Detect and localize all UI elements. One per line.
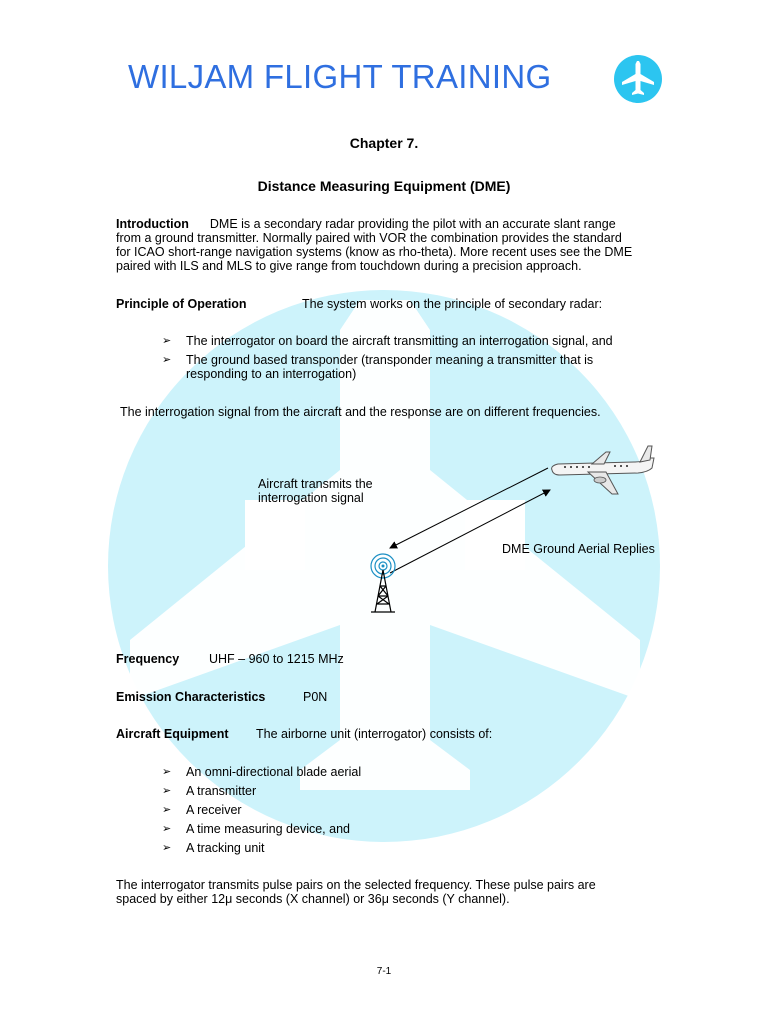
- list-item: ➢ A transmitter: [162, 784, 257, 798]
- section-title: Distance Measuring Equipment (DME): [257, 178, 511, 194]
- bullet-arrow-icon: ➢: [162, 823, 172, 835]
- closing-paragraph: The interrogator transmits pulse pairs on the selected frequency. These pulse pairs are spaced by either 12μ seconds (X channel) or 36μ seconds (Y channel).: [116, 878, 596, 906]
- list-item: ➢ A tracking unit: [162, 841, 265, 855]
- emission-label: Emission Characteristics: [116, 690, 266, 704]
- dme-diagram: [240, 440, 670, 620]
- emission-value: P0N: [303, 690, 328, 704]
- intro-label: Introduction: [116, 217, 189, 231]
- intro-paragraph: [116, 217, 636, 273]
- company-title: WILJAM FLIGHT TRAINING: [128, 58, 552, 95]
- bullet-arrow-icon: ➢: [162, 335, 172, 347]
- bullet-arrow-icon: ➢: [162, 354, 172, 366]
- bullet-arrow-icon: ➢: [162, 842, 172, 854]
- frequency-label: Frequency: [116, 652, 180, 666]
- frequency-value: UHF – 960 to 1215 MHz: [209, 652, 344, 666]
- radio-tower-icon: [368, 552, 398, 614]
- bullet-arrow-icon: ➢: [162, 804, 172, 816]
- principle-label: Principle of Operation: [116, 297, 247, 311]
- principle-row: [116, 297, 603, 311]
- bullet-arrow-icon: ➢: [162, 766, 172, 778]
- equipment-bullet-list: [162, 765, 582, 855]
- equipment-text: The airborne unit (interrogator) consists of:: [256, 727, 493, 741]
- principle-bullet-list: [162, 334, 642, 381]
- airplane-icon: [614, 55, 662, 103]
- list-item: ➢ A time measuring device, and: [162, 822, 350, 836]
- equipment-row: [116, 727, 493, 741]
- frequency-note: The interrogation signal from the aircraft and the response are on different frequencies.: [120, 405, 601, 419]
- list-item: ➢ The ground based transponder (transponder meaning a transmitter that is responding to an interrogation): [162, 353, 594, 381]
- list-item: ➢ A receiver: [162, 803, 242, 817]
- chapter-heading: Chapter 7.: [349, 135, 419, 151]
- equipment-label: Aircraft Equipment: [116, 727, 229, 741]
- frequency-row: [116, 652, 344, 666]
- aircraft-label: Aircraft transmits the interrogation signal: [258, 477, 373, 505]
- intro-text: DME is a secondary radar providing the pilot with an accurate slant range from a ground transmitter. Normally paired with VOR the combination provides the standard for ICAO short-range navigation systems (know as rho-theta). More recent uses see the DME paired with ILS and MLS to give range from touchdown during a precision approach.: [116, 217, 633, 273]
- ground-label: DME Ground Aerial Replies: [502, 542, 655, 556]
- list-item: ➢ The interrogator on board the aircraft transmitting an interrogation signal, and: [162, 334, 613, 348]
- emission-row: [116, 690, 328, 704]
- page-number: 7-1: [376, 966, 392, 977]
- airliner-icon: [548, 442, 658, 497]
- principle-text: The system works on the principle of secondary radar:: [302, 297, 603, 311]
- bullet-arrow-icon: ➢: [162, 785, 172, 797]
- list-item: ➢ An omni-directional blade aerial: [162, 765, 362, 779]
